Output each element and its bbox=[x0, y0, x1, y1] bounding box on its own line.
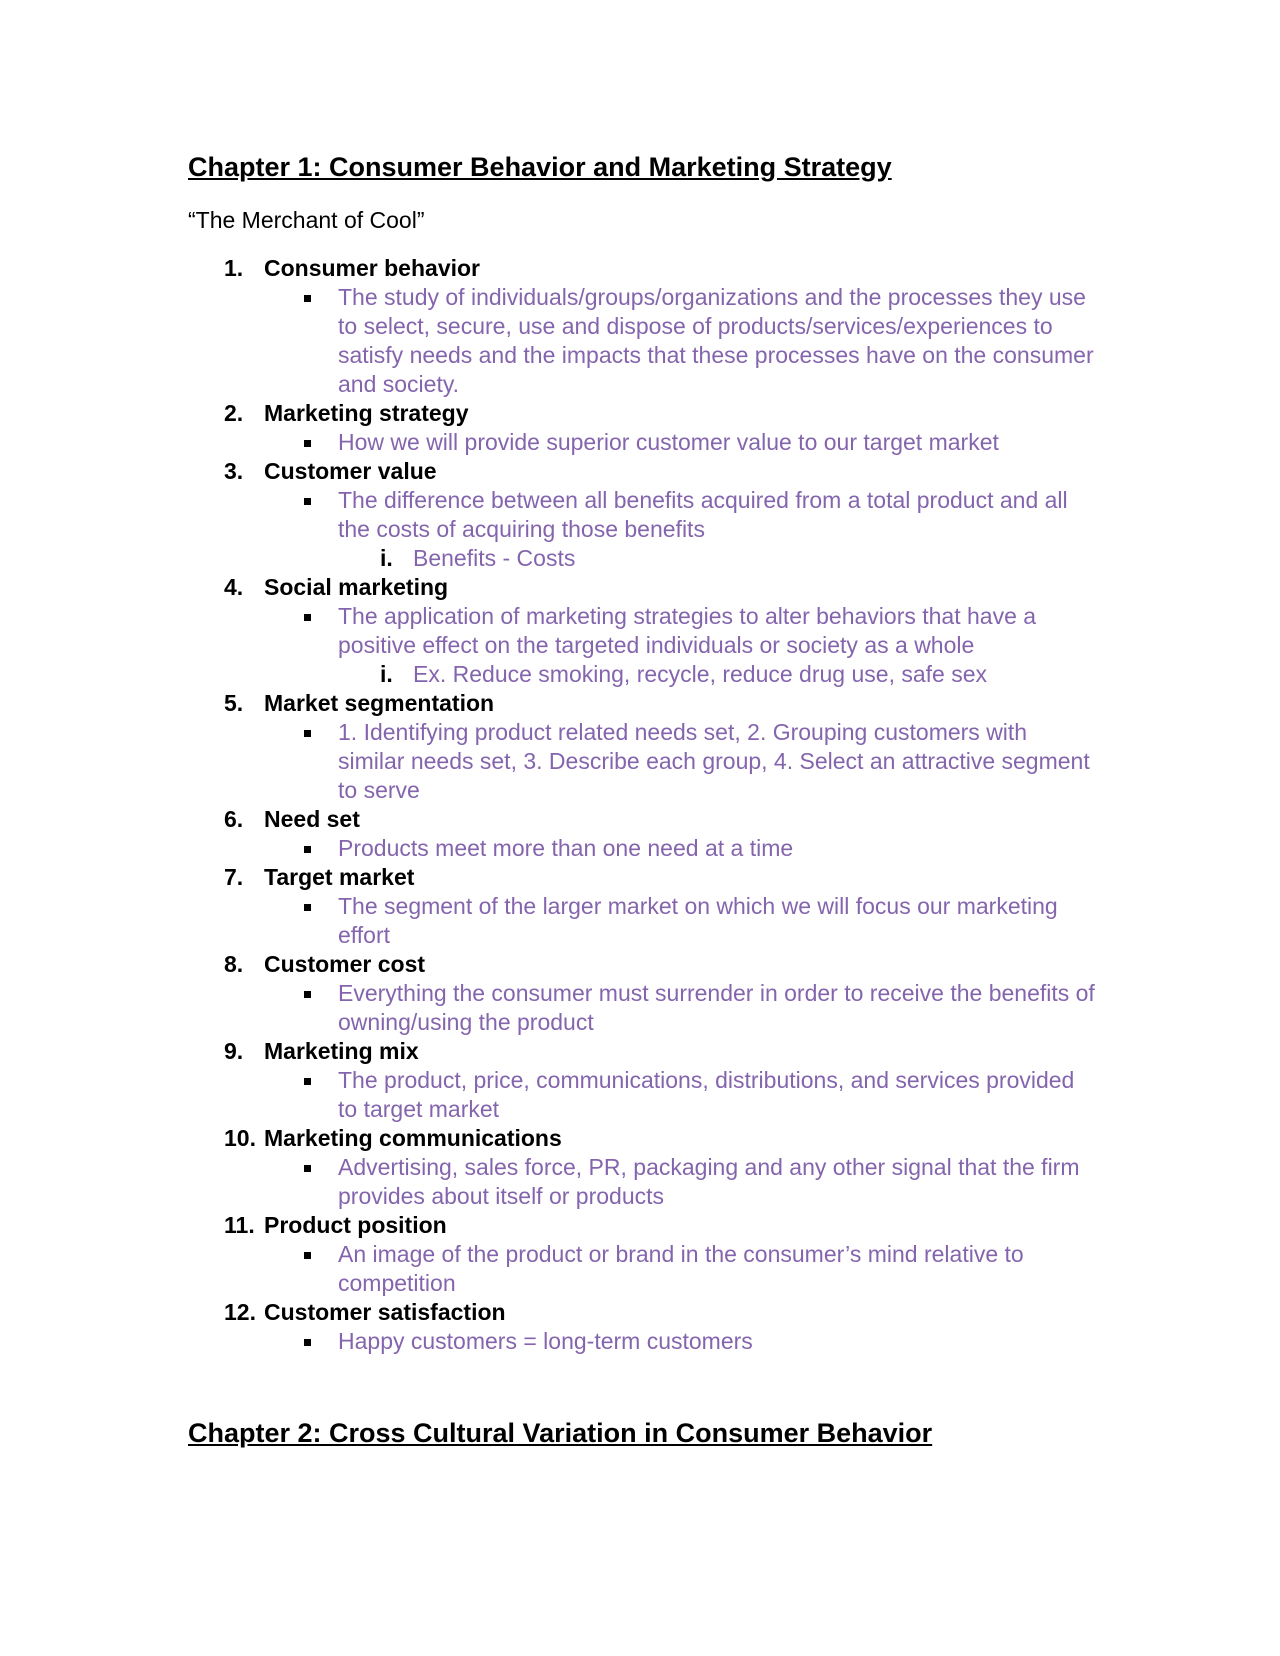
definition-list bbox=[188, 979, 1108, 1037]
term-row bbox=[188, 254, 1108, 283]
definition-text: Everything the consumer must surrender in order to receive the benefits of owning/using the product bbox=[338, 980, 1095, 1035]
definition-list bbox=[188, 1153, 1108, 1211]
term-item bbox=[188, 1211, 1108, 1298]
term-row bbox=[188, 573, 1108, 602]
term-item bbox=[188, 805, 1108, 863]
term-number: 9. bbox=[224, 1038, 244, 1064]
term-row bbox=[188, 457, 1108, 486]
square-bullet-icon bbox=[304, 614, 311, 621]
definition-item bbox=[188, 1240, 1108, 1298]
chapter-2-title: Chapter 2: Cross Cultural Variation in Consumer Behavior bbox=[188, 1418, 933, 1448]
definition-text: The segment of the larger market on which we will focus our marketing effort bbox=[338, 893, 1058, 948]
definition-list bbox=[188, 1327, 1108, 1356]
term-name: Marketing communications bbox=[264, 1125, 562, 1151]
term-item bbox=[188, 1037, 1108, 1124]
term-number: 12. bbox=[224, 1299, 256, 1325]
square-bullet-icon bbox=[304, 1165, 311, 1172]
definition-list bbox=[188, 283, 1108, 399]
term-item bbox=[188, 950, 1108, 1037]
definition-list bbox=[188, 428, 1108, 457]
sub-point-number: i. bbox=[380, 545, 393, 571]
definition-list bbox=[188, 602, 1108, 689]
definition-text: The difference between all benefits acquired from a total product and all the costs of acquiring those benefits bbox=[338, 487, 1068, 542]
term-name: Target market bbox=[264, 864, 415, 890]
terms-list bbox=[188, 254, 1108, 1356]
term-item bbox=[188, 399, 1108, 457]
definition-text: Advertising, sales force, PR, packaging and any other signal that the firm provides about itself or products bbox=[338, 1154, 1080, 1209]
term-item bbox=[188, 457, 1108, 573]
square-bullet-icon bbox=[304, 846, 311, 853]
square-bullet-icon bbox=[304, 730, 311, 737]
term-row bbox=[188, 950, 1108, 979]
term-row bbox=[188, 863, 1108, 892]
definition-text: How we will provide superior customer value to our target market bbox=[338, 429, 999, 455]
sub-point-text: Ex. Reduce smoking, recycle, reduce drug use, safe sex bbox=[413, 661, 988, 687]
definition-item bbox=[188, 1153, 1108, 1211]
term-number: 5. bbox=[224, 690, 244, 716]
square-bullet-icon bbox=[304, 498, 311, 505]
term-number: 6. bbox=[224, 806, 244, 832]
subtitle: “The Merchant of Cool” bbox=[188, 207, 425, 233]
square-bullet-icon bbox=[304, 991, 311, 998]
definition-item bbox=[188, 283, 1108, 399]
term-number: 7. bbox=[224, 864, 244, 890]
term-name: Customer satisfaction bbox=[264, 1299, 506, 1325]
definition-item bbox=[188, 718, 1108, 805]
term-item bbox=[188, 689, 1108, 805]
sub-point-item bbox=[188, 660, 1108, 689]
definition-item bbox=[188, 892, 1108, 950]
definition-text: The product, price, communications, distributions, and services provided to target market bbox=[338, 1067, 1075, 1122]
term-name: Market segmentation bbox=[264, 690, 495, 716]
definition-item bbox=[188, 428, 1108, 457]
definition-item bbox=[188, 834, 1108, 863]
definition-item bbox=[188, 979, 1108, 1037]
term-item bbox=[188, 1124, 1108, 1211]
square-bullet-icon bbox=[304, 1078, 311, 1085]
term-name: Consumer behavior bbox=[264, 255, 480, 281]
term-row bbox=[188, 689, 1108, 718]
definition-list bbox=[188, 718, 1108, 805]
definition-list bbox=[188, 486, 1108, 573]
definition-text: Happy customers = long-term customers bbox=[338, 1328, 753, 1354]
sub-point-list bbox=[188, 544, 1108, 573]
term-row bbox=[188, 1298, 1108, 1327]
term-row bbox=[188, 1124, 1108, 1153]
term-name: Marketing mix bbox=[264, 1038, 419, 1064]
square-bullet-icon bbox=[304, 1339, 311, 1346]
term-number: 4. bbox=[224, 574, 244, 600]
definition-item bbox=[188, 1066, 1108, 1124]
term-row bbox=[188, 805, 1108, 834]
term-number: 8. bbox=[224, 951, 244, 977]
term-name: Customer value bbox=[264, 458, 437, 484]
term-number: 10. bbox=[224, 1125, 256, 1151]
sub-point-item bbox=[188, 544, 1108, 573]
term-name: Product position bbox=[264, 1212, 447, 1238]
definition-item bbox=[188, 486, 1108, 544]
sub-point-list bbox=[188, 660, 1108, 689]
term-name: Marketing strategy bbox=[264, 400, 469, 426]
term-row bbox=[188, 399, 1108, 428]
square-bullet-icon bbox=[304, 1252, 311, 1259]
term-item bbox=[188, 573, 1108, 689]
definition-list bbox=[188, 892, 1108, 950]
definition-item bbox=[188, 1327, 1108, 1356]
term-number: 11. bbox=[224, 1212, 255, 1238]
definition-item bbox=[188, 602, 1108, 660]
chapter-1-title: Chapter 1: Consumer Behavior and Marketing Strategy bbox=[188, 152, 892, 182]
term-row bbox=[188, 1211, 1108, 1240]
term-name: Customer cost bbox=[264, 951, 426, 977]
definition-text: The study of individuals/groups/organizations and the processes they use to select, secure, use and dispose of products/services/experiences to satisfy needs and the impacts that these processes have on the consumer and society. bbox=[338, 284, 1094, 397]
definition-list bbox=[188, 1240, 1108, 1298]
definition-list bbox=[188, 1066, 1108, 1124]
term-number: 3. bbox=[224, 458, 244, 484]
term-item bbox=[188, 254, 1108, 399]
term-number: 1. bbox=[224, 255, 244, 281]
sub-point-number: i. bbox=[380, 661, 393, 687]
definition-text: Products meet more than one need at a time bbox=[338, 835, 794, 861]
term-name: Social marketing bbox=[264, 574, 449, 600]
term-number: 2. bbox=[224, 400, 244, 426]
definition-text: The application of marketing strategies to alter behaviors that have a positive effect on the targeted individuals or society as a whole bbox=[338, 603, 1037, 658]
square-bullet-icon bbox=[304, 295, 311, 302]
sub-point-text: Benefits - Costs bbox=[413, 545, 576, 571]
definition-text: An image of the product or brand in the consumer’s mind relative to competition bbox=[338, 1241, 1024, 1296]
definition-text: 1. Identifying product related needs set, 2. Grouping customers with similar needs set, 3. Describe each group, 4. Select an attractive segment to serve bbox=[338, 719, 1090, 803]
term-item bbox=[188, 863, 1108, 950]
definition-list bbox=[188, 834, 1108, 863]
term-item bbox=[188, 1298, 1108, 1356]
term-name: Need set bbox=[264, 806, 360, 832]
term-row bbox=[188, 1037, 1108, 1066]
square-bullet-icon bbox=[304, 440, 311, 447]
square-bullet-icon bbox=[304, 904, 311, 911]
